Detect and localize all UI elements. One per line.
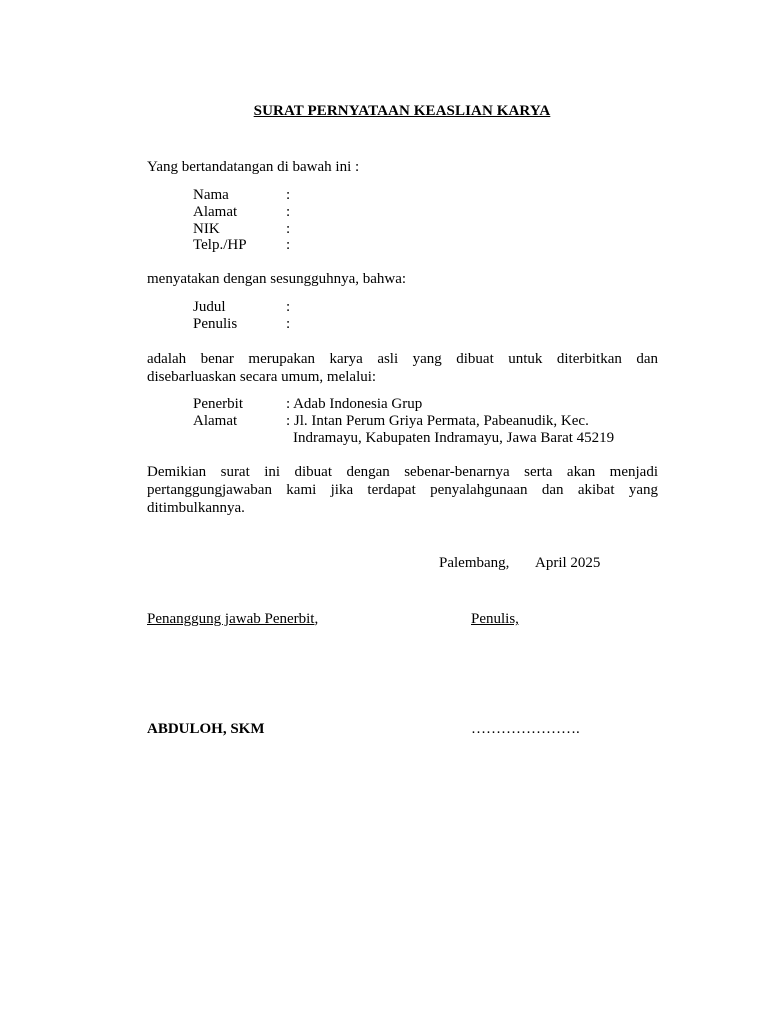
field-label-alamat: Alamat [193, 204, 238, 220]
place-text: Palembang, [439, 555, 510, 571]
field-label-judul: Judul [193, 299, 226, 315]
paragraph-closing [147, 463, 658, 517]
left-signatory-role-suffix: , [314, 611, 319, 627]
field-value-publisher-alamat-line2: Indramayu, Kabupaten Indramayu, Jawa Barat 45219 [293, 430, 615, 446]
paragraph-originality-line2: disebarluaskan secara umum, melalui: [147, 369, 377, 385]
field-value-publisher-alamat-line1: : Jl. Intan Perum Griya Permata, Pabeanudik, Kec. [286, 413, 589, 429]
document-title: SURAT PERNYATAAN KEASLIAN KARYA [253, 103, 551, 119]
intro-text: Yang bertandatangan di bawah ini : [147, 159, 360, 175]
field-value-judul: : [286, 299, 291, 315]
right-signatory-name: …………………. [471, 721, 580, 737]
field-value-nama: : [286, 187, 291, 203]
left-signatory-name: ABDULOH, SKM [147, 721, 265, 737]
statement-text: menyatakan dengan sesungguhnya, bahwa: [147, 271, 407, 287]
field-label-nik: NIK [193, 221, 220, 237]
field-label-penulis: Penulis [193, 316, 238, 332]
paragraph-originality-line1: adalah benar merupakan karya asli yang dibuat untuk diterbitkan dan [147, 351, 658, 367]
field-label-publisher-alamat: Alamat [193, 413, 238, 429]
left-signatory-role-text: Penanggung jawab Penerbit [147, 611, 315, 627]
field-value-alamat: : [286, 204, 291, 220]
date-text: April 2025 [535, 555, 601, 571]
right-signatory-role: Penulis, [471, 611, 519, 627]
field-value-penerbit: : Adab Indonesia Grup [286, 396, 423, 412]
field-value-nik: : [286, 221, 291, 237]
left-signatory-role [147, 611, 318, 628]
field-value-penulis: : [286, 316, 291, 332]
field-label-penerbit: Penerbit [193, 396, 243, 412]
paragraph-closing-line2: pertanggungjawaban kami jika terdapat penyalahgunaan dan akibat yang [147, 482, 658, 498]
paragraph-originality [147, 350, 658, 386]
paragraph-closing-line1: Demikian surat ini dibuat dengan sebenar-benarnya serta akan menjadi [147, 464, 658, 480]
paragraph-closing-line3: ditimbulkannya. [147, 500, 245, 516]
field-label-nama: Nama [193, 187, 229, 203]
field-label-telp: Telp./HP [193, 237, 247, 253]
field-value-telp: : [286, 237, 291, 253]
